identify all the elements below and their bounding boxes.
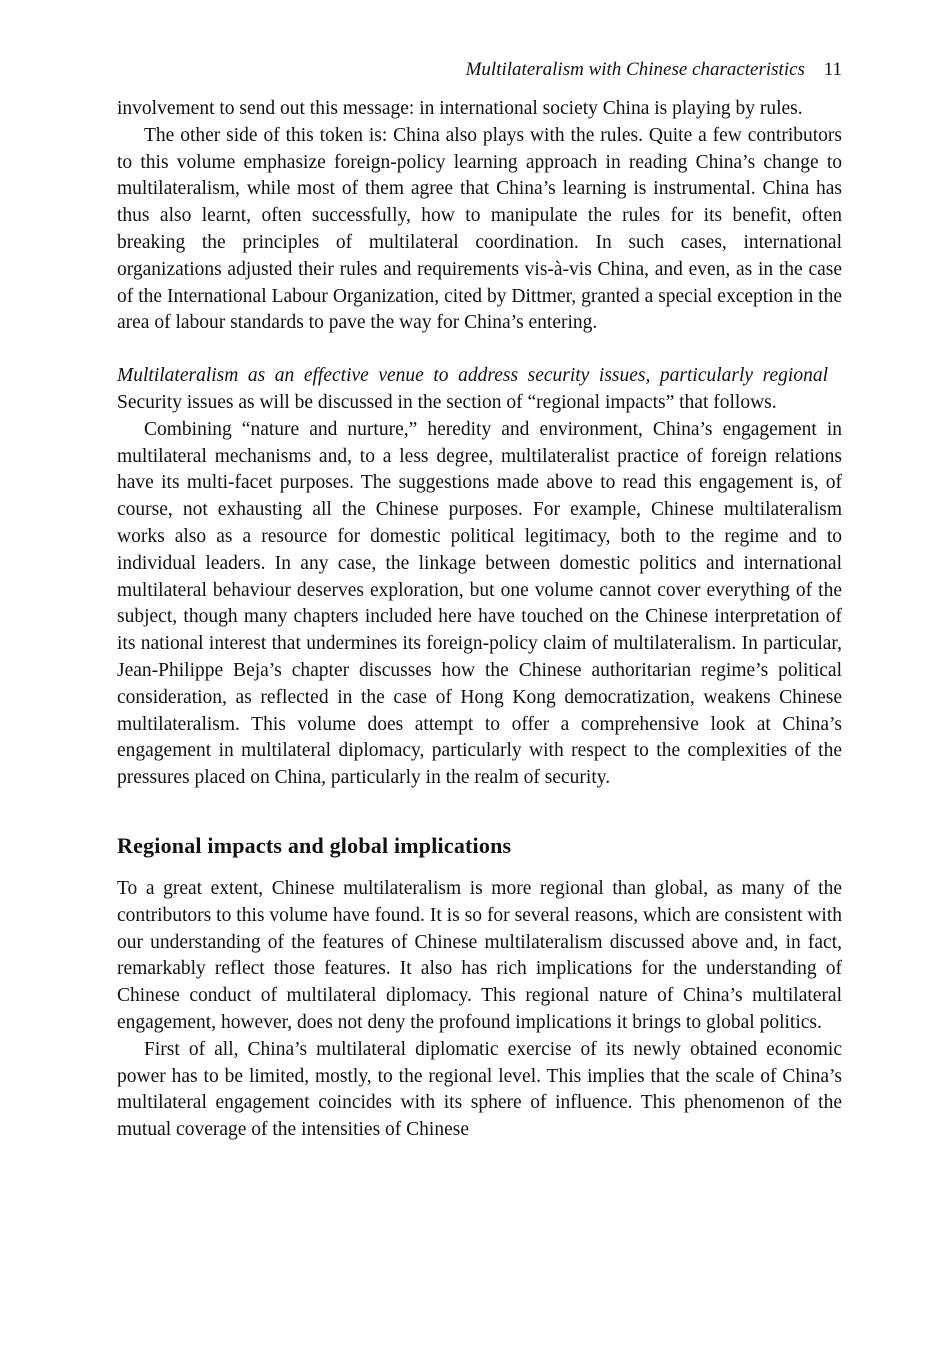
- paragraph-3: [117, 363, 842, 417]
- page-number: 11: [823, 59, 842, 80]
- paragraph-5: To a great extent, Chinese multilateralism is more regional than global, as many of the contributors to this volume have found. It is so for several reasons, which are consistent with our understanding of the features of Chinese multilateralism discussed above and, in fact, remarkably reflect those features. It also has rich implications for the understanding of Chinese conduct of multilateral diplomacy. This regional nature of China’s multilateral engagement, however, does not deny the profound implications it brings to global politics.: [117, 877, 842, 1033]
- running-head: [117, 56, 842, 84]
- paragraph-3-body: Security issues as will be discussed in the section of “regional impacts” that follows.: [117, 391, 777, 413]
- paragraph-4: Combining “nature and nurture,” heredity and environment, China’s engagement in multilateral mechanisms and, to a less degree, multilateralist practice of foreign relations have its multi-facet purposes. The suggestions made above to read this engagement is, of course, not exhausting all the Chinese purposes. For example, Chinese multilateralism works also as a resource for domestic political legitimacy, both to the regime and to individual leaders. In any case, the linkage between domestic politics and international multilateral behaviour deserves exploration, but one volume cannot cover everything of the subject, though many chapters included here have touched on the Chinese interpretation of its national interest that undermines its foreign-policy claim of multilateralism. In particular, Jean-Philippe Beja’s chapter discusses how the Chinese authoritarian regime’s political consideration, as reflected in the case of Hong Kong democratization, weakens Chinese multilateralism. This volume does attempt to offer a comprehensive look at China’s engagement in multilateral diplomacy, particularly with respect to the complexities of the pressures placed on China, particularly in the realm of security.: [117, 418, 842, 789]
- paragraph-2: The other side of this token is: China also plays with the rules. Quite a few contributors to this volume emphasize foreign-policy learning approach in reading China’s change to multilateralism, while most of them agree that China’s learning is instrumental. China has thus also learnt, often successfully, how to manipulate the rules for its benefit, often breaking the principles of multilateral coordination. In such cases, international organizations adjusted their rules and requirements vis-à-vis China, and even, as in the case of the International Labour Organization, cited by Dittmer, granted a special exception in the area of labour standards to pave the way for China’s entering.: [117, 124, 842, 334]
- paragraph-6: First of all, China’s multilateral diplomatic exercise of its newly obtained economic power has to be limited, mostly, to the regional level. This implies that the scale of China’s multilateral engagement coincides with its sphere of influence. This phenomenon of the mutual coverage of the intensities of Chinese: [117, 1038, 842, 1141]
- book-page: [117, 56, 842, 1144]
- running-head-title: Multilateralism with Chinese characteristics: [465, 59, 805, 80]
- paragraph-spacer: [117, 337, 842, 363]
- paragraph-1: involvement to send out this message: in international society China is playing by rules.: [117, 98, 803, 119]
- run-in-heading: Multilateralism as an effective venue to address security issues, particularly regional: [117, 365, 828, 387]
- section-heading: Regional impacts and global implications: [117, 832, 512, 858]
